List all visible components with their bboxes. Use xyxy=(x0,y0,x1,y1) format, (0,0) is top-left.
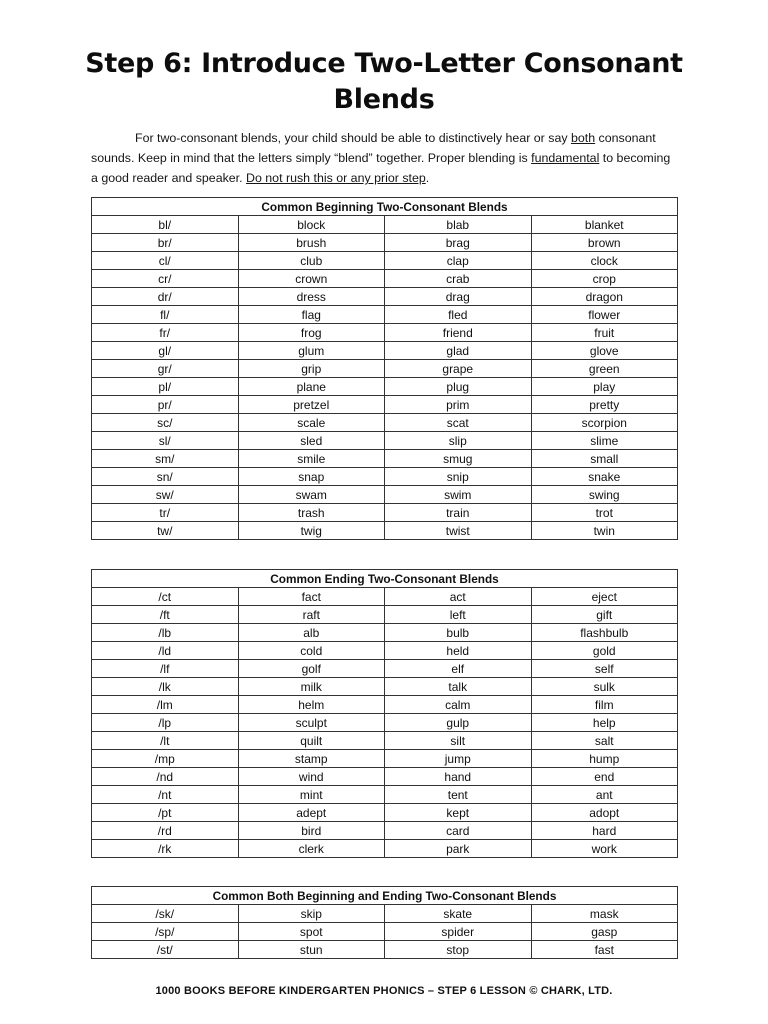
table-row xyxy=(92,642,678,660)
blend-cell: tw/ xyxy=(92,522,239,540)
example-word-cell: flag xyxy=(238,306,385,324)
blend-cell: /lp xyxy=(92,714,239,732)
table-body xyxy=(92,905,678,959)
example-word-cell: gulp xyxy=(385,714,532,732)
intro-text-4: . xyxy=(425,171,430,185)
example-word-cell: slime xyxy=(531,432,678,450)
example-word-cell: block xyxy=(238,216,385,234)
example-word-cell: flashbulb xyxy=(531,624,678,642)
example-word-cell: blab xyxy=(385,216,532,234)
table-row xyxy=(92,822,678,840)
example-word-cell: stun xyxy=(238,941,385,959)
intro-underline-both: both xyxy=(570,131,596,145)
example-word-cell: jump xyxy=(385,750,532,768)
intro-underline-fundamental: fundamental xyxy=(531,151,600,165)
table-row xyxy=(92,468,678,486)
blend-cell: /ft xyxy=(92,606,239,624)
table-row xyxy=(92,522,678,540)
blend-cell: fl/ xyxy=(92,306,239,324)
page-title: Step 6: Introduce Two-Letter Consonant Blends xyxy=(85,48,683,115)
example-word-cell: hand xyxy=(385,768,532,786)
example-word-cell: silt xyxy=(385,732,532,750)
blend-cell: /lf xyxy=(92,660,239,678)
example-word-cell: adept xyxy=(238,804,385,822)
example-word-cell: gasp xyxy=(531,923,678,941)
blend-cell: /lm xyxy=(92,696,239,714)
example-word-cell: fact xyxy=(238,588,385,606)
example-word-cell: flower xyxy=(531,306,678,324)
blend-cell: gl/ xyxy=(92,342,239,360)
table-heading-row xyxy=(92,887,678,905)
intro-underline-do-not-rush: Do not rush this or any prior step xyxy=(246,171,426,185)
example-word-cell: raft xyxy=(238,606,385,624)
example-word-cell: brush xyxy=(238,234,385,252)
table-row xyxy=(92,923,678,941)
blend-cell: /rd xyxy=(92,822,239,840)
blend-cell: cl/ xyxy=(92,252,239,270)
example-word-cell: spot xyxy=(238,923,385,941)
example-word-cell: mint xyxy=(238,786,385,804)
example-word-cell: park xyxy=(385,840,532,858)
example-word-cell: sled xyxy=(238,432,385,450)
example-word-cell: helm xyxy=(238,696,385,714)
example-word-cell: card xyxy=(385,822,532,840)
example-word-cell: drag xyxy=(385,288,532,306)
example-word-cell: talk xyxy=(385,678,532,696)
example-word-cell: cold xyxy=(238,642,385,660)
example-word-cell: grip xyxy=(238,360,385,378)
example-word-cell: twig xyxy=(238,522,385,540)
blend-cell: /lk xyxy=(92,678,239,696)
example-word-cell: brag xyxy=(385,234,532,252)
example-word-cell: smug xyxy=(385,450,532,468)
blend-cell: /sp/ xyxy=(92,923,239,941)
example-word-cell: dress xyxy=(238,288,385,306)
example-word-cell: stop xyxy=(385,941,532,959)
table-row xyxy=(92,270,678,288)
table-heading: Common Beginning Two-Consonant Blends xyxy=(92,198,678,216)
table-heading-row xyxy=(92,198,678,216)
intro-text-3: to becoming a good reader and speaker. xyxy=(91,151,671,185)
example-word-cell: trot xyxy=(531,504,678,522)
example-word-cell: clock xyxy=(531,252,678,270)
example-word-cell: grape xyxy=(385,360,532,378)
example-word-cell: crab xyxy=(385,270,532,288)
example-word-cell: mask xyxy=(531,905,678,923)
example-word-cell: snake xyxy=(531,468,678,486)
example-word-cell: help xyxy=(531,714,678,732)
table-row xyxy=(92,750,678,768)
example-word-cell: alb xyxy=(238,624,385,642)
example-word-cell: slip xyxy=(385,432,532,450)
example-word-cell: stamp xyxy=(238,750,385,768)
table-row xyxy=(92,342,678,360)
blend-cell: sc/ xyxy=(92,414,239,432)
example-word-cell: act xyxy=(385,588,532,606)
example-word-cell: gold xyxy=(531,642,678,660)
table-row xyxy=(92,378,678,396)
example-word-cell: plug xyxy=(385,378,532,396)
table-row xyxy=(92,714,678,732)
example-word-cell: trash xyxy=(238,504,385,522)
example-word-cell: kept xyxy=(385,804,532,822)
example-word-cell: work xyxy=(531,840,678,858)
example-word-cell: crop xyxy=(531,270,678,288)
table-row xyxy=(92,588,678,606)
table-row xyxy=(92,252,678,270)
table-row xyxy=(92,486,678,504)
blend-cell: /ct xyxy=(92,588,239,606)
table-row xyxy=(92,288,678,306)
example-word-cell: milk xyxy=(238,678,385,696)
example-word-cell: ant xyxy=(531,786,678,804)
table-row xyxy=(92,360,678,378)
blend-cell: /mp xyxy=(92,750,239,768)
blend-cell: /nt xyxy=(92,786,239,804)
example-word-cell: scale xyxy=(238,414,385,432)
table-row xyxy=(92,414,678,432)
example-word-cell: fast xyxy=(531,941,678,959)
example-word-cell: end xyxy=(531,768,678,786)
blend-cell: sn/ xyxy=(92,468,239,486)
blend-cell: cr/ xyxy=(92,270,239,288)
example-word-cell: sulk xyxy=(531,678,678,696)
blend-cell: gr/ xyxy=(92,360,239,378)
blend-cell: /pt xyxy=(92,804,239,822)
example-word-cell: club xyxy=(238,252,385,270)
intro-text-2: consonant sounds. Keep in mind that the letters simply “blend” together. Proper blending is xyxy=(91,131,656,165)
example-word-cell: plane xyxy=(238,378,385,396)
beginning-blends-table xyxy=(91,197,678,540)
blend-cell: /st/ xyxy=(92,941,239,959)
example-word-cell: snip xyxy=(385,468,532,486)
example-word-cell: skate xyxy=(385,905,532,923)
table-row xyxy=(92,432,678,450)
blend-cell: /lt xyxy=(92,732,239,750)
example-word-cell: quilt xyxy=(238,732,385,750)
table-row xyxy=(92,396,678,414)
example-word-cell: golf xyxy=(238,660,385,678)
blend-cell: bl/ xyxy=(92,216,239,234)
example-word-cell: tent xyxy=(385,786,532,804)
example-word-cell: friend xyxy=(385,324,532,342)
example-word-cell: glove xyxy=(531,342,678,360)
example-word-cell: scat xyxy=(385,414,532,432)
example-word-cell: skip xyxy=(238,905,385,923)
example-word-cell: prim xyxy=(385,396,532,414)
blend-cell: fr/ xyxy=(92,324,239,342)
example-word-cell: calm xyxy=(385,696,532,714)
example-word-cell: fruit xyxy=(531,324,678,342)
table-row xyxy=(92,660,678,678)
table-row xyxy=(92,216,678,234)
example-word-cell: clap xyxy=(385,252,532,270)
example-word-cell: clerk xyxy=(238,840,385,858)
table-body xyxy=(92,588,678,858)
example-word-cell: play xyxy=(531,378,678,396)
table-row xyxy=(92,450,678,468)
example-word-cell: glum xyxy=(238,342,385,360)
example-word-cell: train xyxy=(385,504,532,522)
example-word-cell: brown xyxy=(531,234,678,252)
example-word-cell: blanket xyxy=(531,216,678,234)
table-row xyxy=(92,324,678,342)
page-footer: 1000 BOOKS BEFORE KINDERGARTEN PHONICS – STEP 6 LESSON © CHARK, LTD. xyxy=(155,985,613,997)
example-word-cell: scorpion xyxy=(531,414,678,432)
example-word-cell: left xyxy=(385,606,532,624)
example-word-cell: glad xyxy=(385,342,532,360)
table-row xyxy=(92,624,678,642)
blend-cell: /lb xyxy=(92,624,239,642)
table-row xyxy=(92,732,678,750)
example-word-cell: wind xyxy=(238,768,385,786)
intro-paragraph xyxy=(91,128,677,188)
example-word-cell: adopt xyxy=(531,804,678,822)
example-word-cell: gift xyxy=(531,606,678,624)
table-row xyxy=(92,504,678,522)
example-word-cell: twist xyxy=(385,522,532,540)
table-row xyxy=(92,840,678,858)
table-heading-row xyxy=(92,570,678,588)
blend-cell: tr/ xyxy=(92,504,239,522)
table-row xyxy=(92,306,678,324)
example-word-cell: eject xyxy=(531,588,678,606)
example-word-cell: crown xyxy=(238,270,385,288)
blend-cell: pl/ xyxy=(92,378,239,396)
example-word-cell: small xyxy=(531,450,678,468)
example-word-cell: bulb xyxy=(385,624,532,642)
example-word-cell: pretzel xyxy=(238,396,385,414)
table-row xyxy=(92,678,678,696)
example-word-cell: swam xyxy=(238,486,385,504)
example-word-cell: swim xyxy=(385,486,532,504)
table-row xyxy=(92,696,678,714)
both-blends-table xyxy=(91,886,678,959)
blend-cell: sl/ xyxy=(92,432,239,450)
table-row xyxy=(92,234,678,252)
example-word-cell: elf xyxy=(385,660,532,678)
example-word-cell: sculpt xyxy=(238,714,385,732)
table-row xyxy=(92,606,678,624)
example-word-cell: frog xyxy=(238,324,385,342)
table-row xyxy=(92,768,678,786)
example-word-cell: held xyxy=(385,642,532,660)
ending-blends-table xyxy=(91,569,678,858)
blend-cell: pr/ xyxy=(92,396,239,414)
table-row xyxy=(92,905,678,923)
blend-cell: sm/ xyxy=(92,450,239,468)
table-row xyxy=(92,941,678,959)
blend-cell: dr/ xyxy=(92,288,239,306)
table-body xyxy=(92,216,678,540)
example-word-cell: self xyxy=(531,660,678,678)
example-word-cell: bird xyxy=(238,822,385,840)
example-word-cell: twin xyxy=(531,522,678,540)
table-heading: Common Both Beginning and Ending Two-Consonant Blends xyxy=(92,887,678,905)
table-row xyxy=(92,786,678,804)
example-word-cell: smile xyxy=(238,450,385,468)
table-heading: Common Ending Two-Consonant Blends xyxy=(92,570,678,588)
blend-cell: /sk/ xyxy=(92,905,239,923)
example-word-cell: swing xyxy=(531,486,678,504)
example-word-cell: salt xyxy=(531,732,678,750)
blend-cell: sw/ xyxy=(92,486,239,504)
example-word-cell: dragon xyxy=(531,288,678,306)
example-word-cell: hard xyxy=(531,822,678,840)
blend-cell: /rk xyxy=(92,840,239,858)
intro-text-1: For two-consonant blends, your child should be able to distinctively hear or say xyxy=(135,131,571,145)
example-word-cell: fled xyxy=(385,306,532,324)
example-word-cell: pretty xyxy=(531,396,678,414)
example-word-cell: spider xyxy=(385,923,532,941)
table-row xyxy=(92,804,678,822)
example-word-cell: film xyxy=(531,696,678,714)
example-word-cell: hump xyxy=(531,750,678,768)
blend-cell: br/ xyxy=(92,234,239,252)
example-word-cell: snap xyxy=(238,468,385,486)
blend-cell: /ld xyxy=(92,642,239,660)
example-word-cell: green xyxy=(531,360,678,378)
blend-cell: /nd xyxy=(92,768,239,786)
